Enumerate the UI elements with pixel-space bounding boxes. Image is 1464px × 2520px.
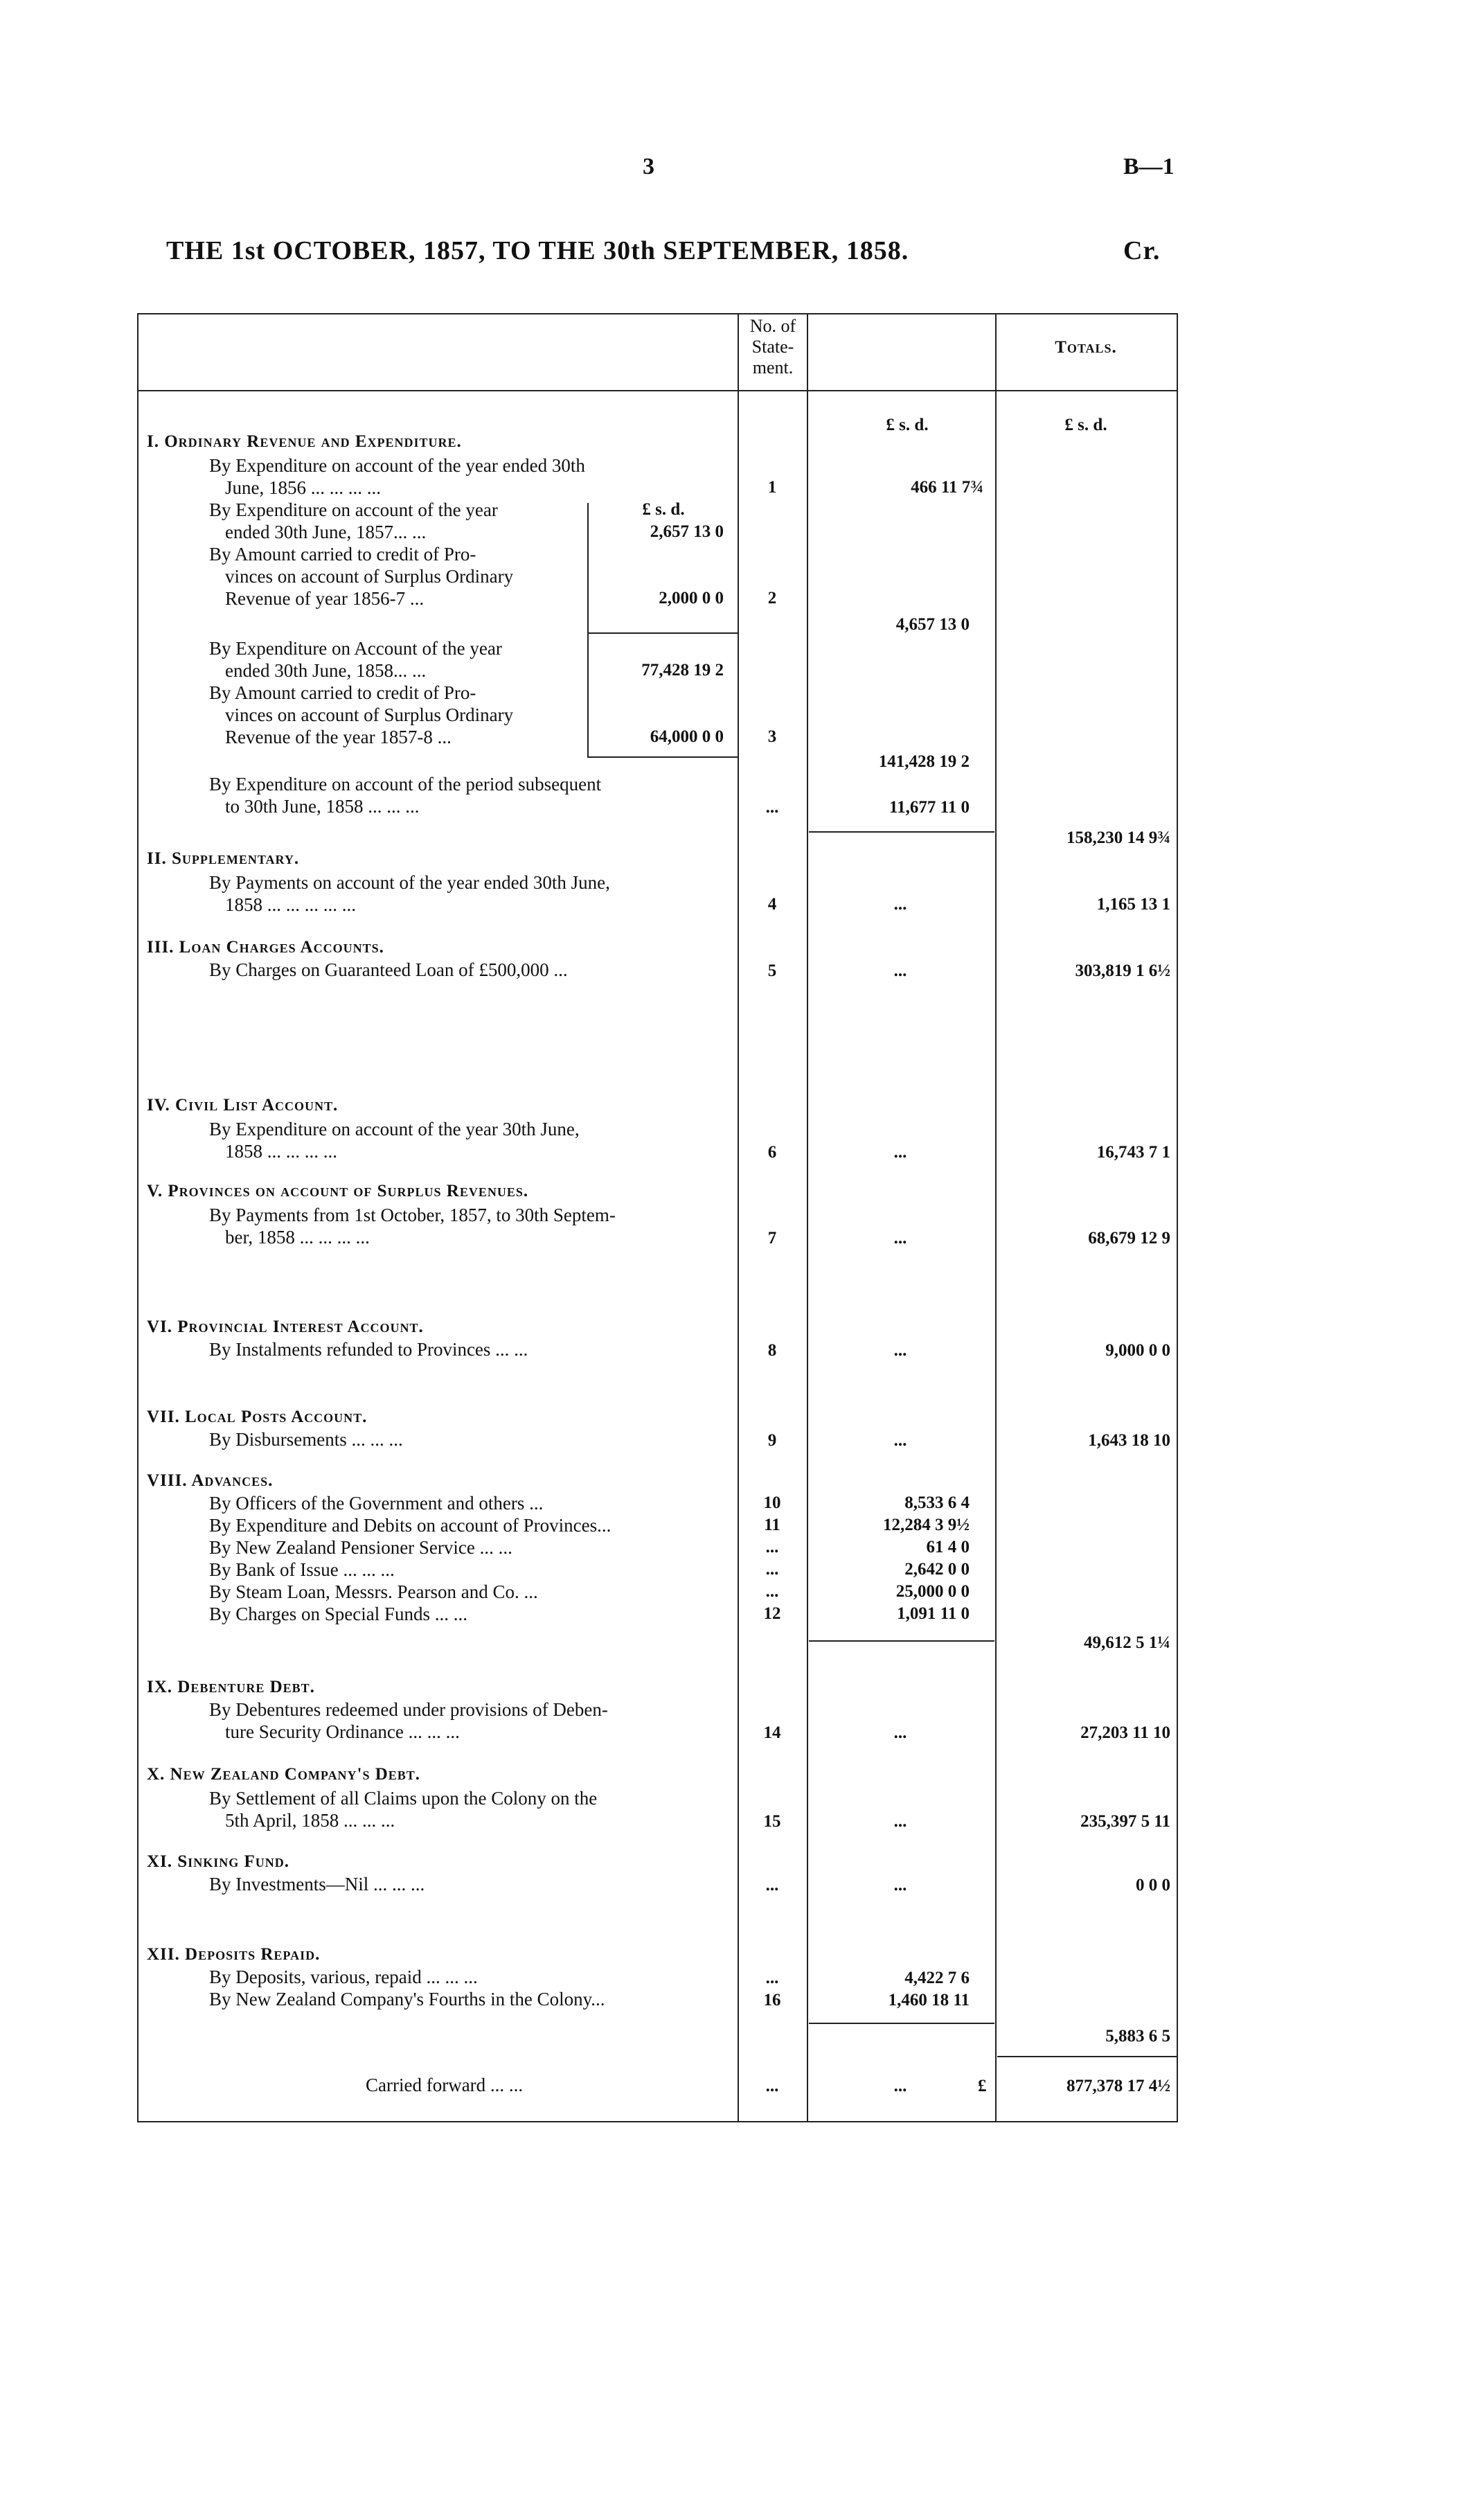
amount-value: ... bbox=[893, 895, 907, 914]
line-text: Revenue of the year 1857-8 ... bbox=[225, 727, 452, 747]
section-heading: XI. Sinking Fund. bbox=[147, 1852, 289, 1871]
statement-number: 1 bbox=[767, 478, 777, 497]
statement-number: 11 bbox=[764, 1516, 780, 1534]
stmt-col-rule bbox=[807, 313, 808, 2122]
section-heading: III. Loan Charges Accounts. bbox=[147, 938, 384, 957]
line-text: By Settlement of all Claims upon the Colony on the bbox=[209, 1788, 598, 1809]
table-top-rule bbox=[137, 313, 1178, 314]
amount-value: 466 11 7¾ bbox=[911, 478, 983, 497]
line-text: 1858 ... ... ... ... ... bbox=[225, 894, 356, 915]
footer-total-rule bbox=[997, 2056, 1177, 2057]
line-text: vinces on account of Surplus Ordinary bbox=[225, 566, 514, 587]
statement-col-header: No. of State- ment. bbox=[749, 316, 796, 378]
totals-lsd-header: £ s. d. bbox=[1064, 416, 1107, 434]
amount-value: 4,422 7 6 bbox=[904, 1969, 970, 1987]
totals-right-rule bbox=[1177, 313, 1178, 2122]
line-text: By Amount carried to credit of Pro- bbox=[209, 544, 476, 565]
line-text: By Expenditure and Debits on account of Provinces... bbox=[209, 1515, 612, 1536]
statement-number: 15 bbox=[763, 1812, 781, 1831]
section-heading: V. Provinces on account of Surplus Revenues. bbox=[147, 1182, 529, 1200]
statement-number: 16 bbox=[763, 1991, 781, 2009]
amount-value: ... bbox=[893, 1812, 907, 1831]
amount-value: 12,284 3 9½ bbox=[883, 1516, 970, 1534]
sub-lsd-header: £ s. d. bbox=[642, 500, 685, 519]
page-code: B—1 bbox=[1123, 154, 1175, 179]
grand-total: 877,378 17 4½ bbox=[1066, 2077, 1170, 2095]
statement-number: 2 bbox=[767, 589, 777, 607]
section-heading: I. Ordinary Revenue and Expenditure. bbox=[147, 432, 462, 451]
section-heading: X. New Zealand Company's Debt. bbox=[147, 1765, 421, 1784]
desc-col-rule bbox=[738, 313, 739, 2122]
line-text: By Instalments refunded to Provinces ... ... bbox=[209, 1339, 528, 1360]
statement-number: ... bbox=[765, 1876, 779, 1895]
line-text: By Expenditure on account of the year bbox=[209, 499, 498, 520]
section-heading: IX. Debenture Debt. bbox=[147, 1678, 315, 1696]
page-number: 3 bbox=[643, 154, 654, 179]
header-bottom-rule bbox=[137, 390, 1178, 391]
line-text: ber, 1858 ... ... ... ... bbox=[225, 1227, 370, 1248]
line-text: June, 1856 ... ... ... ... bbox=[225, 477, 381, 498]
line-text: ture Security Ordinance ... ... ... bbox=[225, 1721, 460, 1742]
line-text: By Payments on account of the year ended 30th June, bbox=[209, 872, 610, 893]
amount-col-rule bbox=[995, 313, 997, 2122]
amount-value: ... bbox=[893, 1431, 907, 1450]
section-heading: XII. Deposits Repaid. bbox=[147, 1945, 321, 1964]
currency-mark: £ bbox=[978, 2077, 987, 2095]
line-text: By Payments from 1st October, 1857, to 30th Septem- bbox=[209, 1205, 616, 1225]
section-total: 49,612 5 1¼ bbox=[1084, 1633, 1170, 1652]
statement-number: ... bbox=[765, 798, 779, 817]
sub-amount: 64,000 0 0 bbox=[650, 727, 724, 746]
section-total: 27,203 11 10 bbox=[1080, 1723, 1170, 1742]
line-text: By Debentures redeemed under provisions of Deben- bbox=[209, 1699, 608, 1720]
section-heading: VIII. Advances. bbox=[147, 1471, 274, 1490]
amount-value: 8,533 6 4 bbox=[904, 1493, 970, 1512]
line-text: By Amount carried to credit of Pro- bbox=[209, 682, 476, 703]
line-text: By Expenditure on Account of the year bbox=[209, 638, 502, 659]
section-total: 235,397 5 11 bbox=[1080, 1812, 1170, 1831]
page-title: THE 1st OCTOBER, 1857, TO THE 30th SEPTEMBER, 1858. bbox=[166, 236, 909, 265]
statement-number: 10 bbox=[763, 1493, 781, 1512]
line-text: By Charges on Guaranteed Loan of £500,000 ... bbox=[209, 959, 568, 980]
line-text: By Bank of Issue ... ... ... bbox=[209, 1559, 395, 1580]
statement-number: 4 bbox=[767, 895, 777, 914]
section-heading: IV. Civil List Account. bbox=[147, 1096, 339, 1115]
section-heading: II. Supplementary. bbox=[147, 849, 300, 868]
line-text: Revenue of year 1856-7 ... bbox=[225, 588, 425, 609]
s8-subtotal-rule bbox=[809, 1640, 994, 1642]
statement-number: 3 bbox=[767, 727, 777, 746]
sub-amount: 77,428 19 2 bbox=[641, 661, 724, 680]
amount-value: 2,642 0 0 bbox=[904, 1560, 970, 1579]
statement-number: 9 bbox=[767, 1431, 777, 1450]
section-total: 158,230 14 9¾ bbox=[1066, 828, 1170, 847]
carried-forward-label: Carried forward ... ... bbox=[366, 2075, 524, 2095]
s1-subtotal-rule bbox=[809, 831, 994, 833]
table-left-rule bbox=[137, 313, 139, 2122]
amount-lsd-header: £ s. d. bbox=[886, 416, 929, 434]
line-text: By Officers of the Government and others ... bbox=[209, 1493, 544, 1514]
line-text: By Investments—Nil ... ... ... bbox=[209, 1874, 425, 1895]
section-total: 68,679 12 9 bbox=[1088, 1229, 1170, 1248]
amount-value: ... bbox=[893, 1143, 907, 1162]
side-label: Cr. bbox=[1123, 236, 1161, 265]
line-text: By Steam Loan, Messrs. Pearson and Co. ... bbox=[209, 1581, 538, 1602]
amount-value: 141,428 19 2 bbox=[878, 752, 970, 771]
statement-number: 8 bbox=[767, 1341, 777, 1360]
section-total: 5,883 6 5 bbox=[1105, 2027, 1170, 2046]
amount-value: 25,000 0 0 bbox=[895, 1582, 970, 1601]
section-total: 16,743 7 1 bbox=[1096, 1143, 1170, 1162]
section-total: 303,819 1 6½ bbox=[1075, 961, 1170, 980]
amount-value: ... bbox=[893, 1229, 907, 1248]
statement-number: 12 bbox=[763, 1604, 781, 1623]
section-total: 9,000 0 0 bbox=[1105, 1341, 1170, 1360]
statement-number: 5 bbox=[767, 961, 777, 980]
subcol-bottom-rule bbox=[587, 756, 738, 758]
line-text: By Expenditure on account of the year ended 30th bbox=[209, 455, 585, 476]
line-text: By Disbursements ... ... ... bbox=[209, 1429, 403, 1450]
line-text: 1858 ... ... ... ... bbox=[225, 1141, 337, 1162]
line-text: By Deposits, various, repaid ... ... ... bbox=[209, 1967, 478, 1987]
totals-col-header: Totals. bbox=[1055, 338, 1117, 357]
amount-value: ... bbox=[893, 1723, 907, 1742]
line-text: By Expenditure on account of the year 30th June, bbox=[209, 1119, 580, 1139]
amount-value: 11,677 11 0 bbox=[889, 798, 970, 817]
sub-amount: 2,000 0 0 bbox=[659, 589, 724, 607]
statement-number: 7 bbox=[767, 1229, 777, 1248]
amount-value: ... bbox=[893, 1341, 907, 1360]
statement-number: 14 bbox=[763, 1723, 781, 1742]
amount-value: 1,460 18 11 bbox=[888, 1991, 970, 2009]
amount-value: ... bbox=[893, 961, 907, 980]
subcol-rule bbox=[587, 503, 589, 756]
line-text: 5th April, 1858 ... ... ... bbox=[225, 1810, 395, 1831]
statement-number: ... bbox=[765, 1560, 779, 1579]
line-text: ended 30th June, 1858... ... bbox=[225, 660, 427, 681]
section-total: 1,643 18 10 bbox=[1088, 1431, 1170, 1450]
amount-value: 61 4 0 bbox=[926, 1538, 970, 1556]
statement-number: ... bbox=[765, 1582, 779, 1601]
amount-value: ... bbox=[893, 2077, 907, 2095]
line-text: to 30th June, 1858 ... ... ... bbox=[225, 796, 420, 817]
s12-subtotal-rule bbox=[809, 2023, 994, 2024]
statement-number: 6 bbox=[767, 1143, 777, 1162]
section-heading: VII. Local Posts Account. bbox=[147, 1408, 368, 1426]
statement-number: ... bbox=[765, 1969, 779, 1987]
subcol-mid-rule bbox=[587, 632, 738, 634]
line-text: vinces on account of Surplus Ordinary bbox=[225, 704, 514, 725]
line-text: By New Zealand Pensioner Service ... ... bbox=[209, 1537, 512, 1558]
statement-number: ... bbox=[765, 1538, 779, 1556]
line-text: By New Zealand Company's Fourths in the Colony... bbox=[209, 1989, 605, 2009]
table-bottom-rule bbox=[137, 2121, 1178, 2122]
statement-number: ... bbox=[765, 2077, 779, 2095]
amount-value: 1,091 11 0 bbox=[897, 1604, 970, 1623]
section-heading: VI. Provincial Interest Account. bbox=[147, 1317, 424, 1336]
section-total: 0 0 0 bbox=[1136, 1876, 1170, 1895]
amount-value: ... bbox=[893, 1876, 907, 1895]
line-text: ended 30th June, 1857... ... bbox=[225, 522, 427, 542]
sub-amount: 2,657 13 0 bbox=[650, 522, 724, 541]
amount-value: 4,657 13 0 bbox=[895, 615, 970, 634]
line-text: By Charges on Special Funds ... ... bbox=[209, 1604, 467, 1624]
section-total: 1,165 13 1 bbox=[1096, 895, 1170, 914]
line-text: By Expenditure on account of the period subsequent bbox=[209, 774, 602, 795]
